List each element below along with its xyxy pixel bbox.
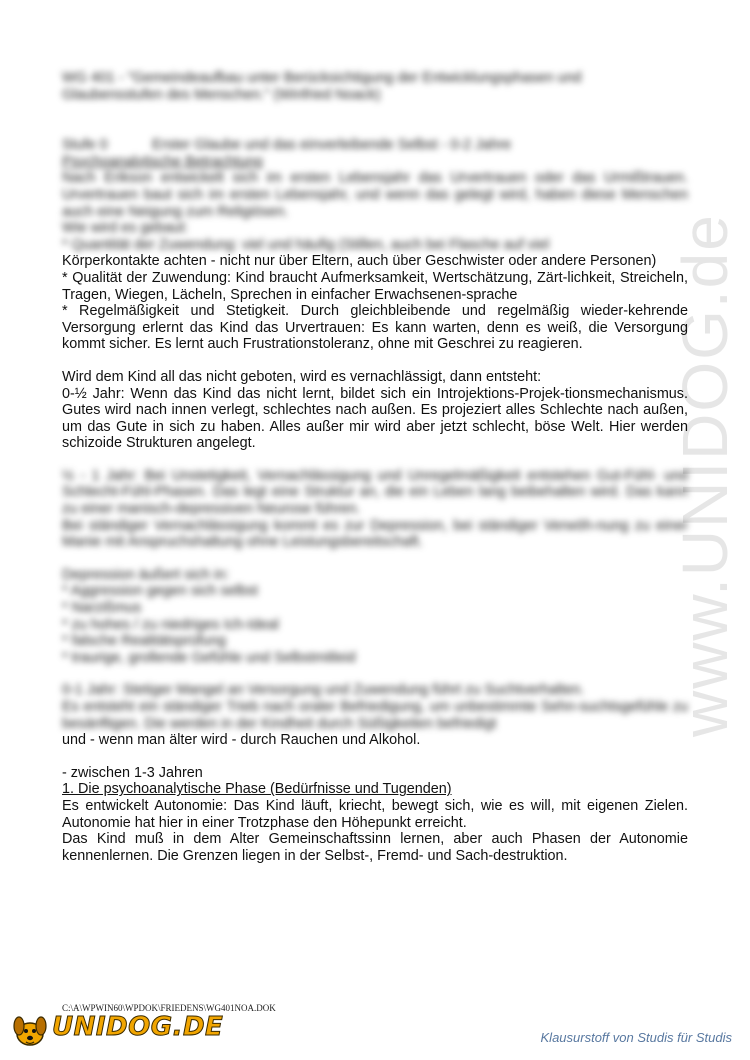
phase-heading: 1. Die psychoanalytische Phase (Bedürfnisse und Tugenden)	[62, 781, 452, 798]
addiction-line2: Es entsteht ein ständiger Trieb nach oraler Befriedigung, um unbestimmte Sehn-suchtsgefühle zu besänftigen. Die werden in der Kindheit durch Süßigkeiten befriedigt	[62, 699, 688, 732]
addiction-line1: 0-1 Jahr: Stetiger Mangel an Versorgung und Zuwendung führt zu Suchtverhalten.	[62, 682, 585, 699]
depression-item: * zu hohes / zu niedriges Ich-Ideal	[62, 616, 279, 633]
phase-text2: Das Kind muß in dem Alter Gemeinschaftssinn lernen, aber auch Phasen der Autonomie kennenlernen. Die Grenzen liegen in der Selbst-, Fremd- und Sach-destruktion.	[62, 831, 688, 864]
blurred-middle	[62, 468, 688, 732]
depression-item: * Narzißmus	[62, 600, 142, 617]
depression-item: * Aggression gegen sich selbst	[62, 583, 258, 600]
doc-title-line1: WG 401 - "Gemeindeaufbau unter Berücksichtigung der Entwicklungsphasen und	[62, 70, 582, 86]
watermark-text: www.UNIDOG.de	[669, 213, 741, 737]
stage-heading	[62, 137, 688, 154]
stage-title: Erster Glaube und das einverleibende Selbst - 0-2 Jahre	[152, 137, 512, 154]
blurred-header	[62, 70, 688, 253]
addiction-rest: und - wenn man älter wird - durch Rauchen und Alkohol.	[62, 732, 421, 749]
one-year-paragraph: ½ - 1 Jahr: Bei Unstetigkeit, Vernachlässigung und Unregelmäßigkeit entstehen Gut-Fühl- und Schlecht-Fühl-Phasen. Das legt eine Struktur an, die ein Leben lang beibehalten wird. Das kann zu einer manisch-depressiven Neurose führen.	[62, 467, 688, 518]
neglect-intro: Wird dem Kind all das nicht geboten, wird es vernachlässigt, dann entsteht:	[62, 368, 542, 385]
depression-intro: Depression äußert sich in:	[62, 566, 230, 583]
stage-question: Wie wird es gebaut:	[62, 220, 189, 237]
bullet-quality: * Qualität der Zuwendung: Kind braucht Aufmerksamkeit, Wertschätzung, Zärt-lichkeit, Streicheln, Tragen, Wiegen, Lächeln, Sprechen in einfacher Erwachsenen-sprache	[62, 269, 688, 303]
one-year-paragraph-2: Bei ständiger Vernachlässigung kommt es zur Depression, bei ständiger Verwöh-nung zu einer Manie mit Anspruchshaltung ohne Leistungsbereitschaft.	[62, 517, 688, 551]
unidog-logo[interactable]	[8, 1010, 224, 1050]
depression-item: * traurige, grollende Gefühle und Selbstmitleid	[62, 649, 356, 666]
bullet-regularity: * Regelmäßigkeit und Stetigkeit. Durch gleichbleibende und regelmäßig wieder-kehrende Versorgung erlernt das Kind das Urvertrauen: Es kann warten, denn es weiß, die Versorgung kommt sicher. Es lernt auch Frustrationstoleranz, ohne mit Geschrei zu reagieren.	[62, 303, 688, 353]
doc-title-line2: Glaubensstufen des Menschen." (Winfried Noack)	[62, 86, 381, 103]
bullet-quantity-blurred: * Quantität der Zuwendung: viel und häufig (Stillen, auch bei Flasche auf viel	[62, 236, 550, 253]
footer-slogan: Klausurstoff von Studis für Studis	[540, 1030, 732, 1045]
document-body	[62, 70, 688, 864]
phase-text1: Es entwickelt Autonomie: Das Kind läuft, kriecht, bewegt sich, wie es will, mit eigenen Zielen. Autonomie hat hier in einer Trotzphase den Höhepunkt erreicht.	[62, 797, 688, 831]
section-subheading: Psychoanalytische Betrachtung	[62, 153, 263, 170]
logo-text: UNIDOG.DE	[52, 1012, 224, 1042]
dog-icon	[8, 1010, 52, 1050]
phase-range: - zwischen 1-3 Jahren	[62, 764, 203, 781]
stage-label: Stufe 0	[62, 137, 108, 154]
file-path: C:\A\WPWIN60\WPDOK\FRIEDENS\WG401NOA.DOK	[62, 1003, 276, 1013]
stage-intro: Nach Erikson entwickelt sich im ersten Lebensjahr das Urvertrauen oder das Urmißtrauen. Urvertrauen baut sich im ersten Lebensjahr, und wenn das gelegt wird, haben diese Menschen auch eine Neigung zum Religiösen.	[62, 170, 688, 220]
depression-item: * falsche Realitätsprüfung	[62, 633, 226, 650]
neglect-half-year: 0-½ Jahr: Wenn das Kind das nicht lernt, bildet sich ein Introjektions-Projek-tionsmechanismus. Gutes wird nach innen verlegt, schlechtes nach außen. Es projeziert alles Schlechte nach außen, um das Gute in sich zu haben. Alles außer mir wird aber jetzt schlecht, böse Welt. Hier werden schizoide Strukturen angelegt.	[62, 385, 688, 452]
bullet-quantity-rest: Körperkontakte achten - nicht nur über Eltern, auch über Geschwister oder andere Personen)	[62, 253, 657, 270]
